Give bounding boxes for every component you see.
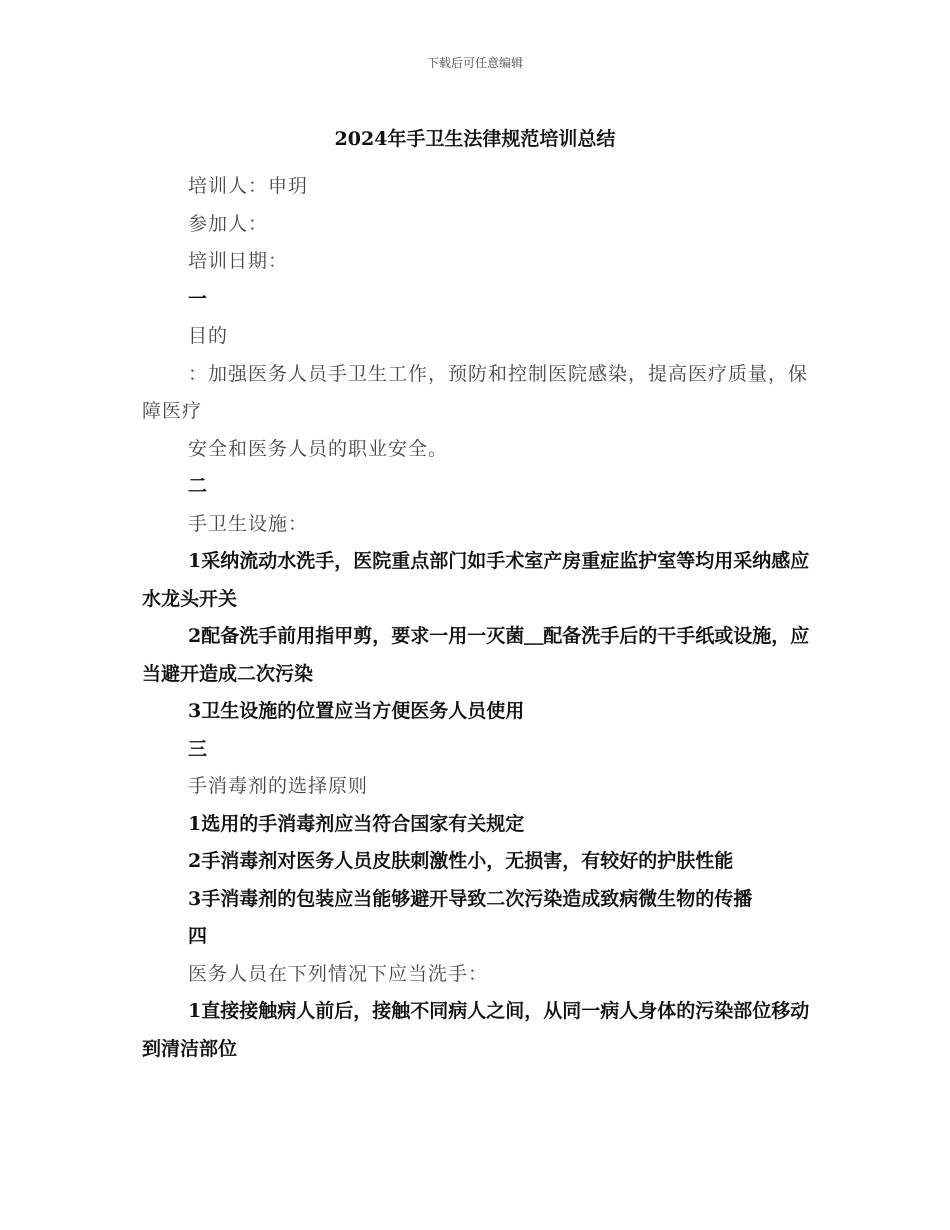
section-number-3: 三 (188, 737, 208, 760)
section-heading-purpose: 目的 (188, 325, 229, 347)
section-heading-handwashing: 医务人员在下列情况下应当洗手： (188, 962, 489, 985)
purpose-paragraph-continued: 安全和医务人员的职业安全。 (188, 437, 449, 460)
disinfectant-item-1: 1选用的手消毒剂应当符合国家有关规定 (188, 812, 525, 835)
document-body (142, 168, 812, 1068)
facilities-item-2: 2配备洗手前用指甲剪，要求一用一灭菌＿配备洗手后的干手纸或设施，应当避开造成二次污染 (142, 625, 810, 685)
document-title: 2024年手卫生法律规范培训总结 (334, 128, 616, 150)
section-number-4: 四 (188, 925, 208, 947)
facilities-item-1: 1采纳流动水洗手，医院重点部门如手术室产房重症监护室等均用采纳感应水龙头开关 (142, 550, 810, 610)
facilities-item-3: 3卫生设施的位置应当方便医务人员使用 (188, 700, 525, 722)
header-note: 下载后可任意编辑 (426, 56, 523, 70)
section-number-1: 一 (188, 287, 208, 310)
purpose-paragraph: ：加强医务人员手卫生工作，预防和控制医院感染，提高医疗质量，保障医疗 (142, 362, 809, 422)
disinfectant-item-3: 3手消毒剂的包装应当能够避开导致二次污染造成致病微生物的传播 (188, 887, 753, 910)
training-date-line: 培训日期： (188, 250, 289, 272)
section-number-2: 二 (188, 475, 208, 497)
section-heading-disinfectant: 手消毒剂的选择原则 (188, 775, 369, 797)
participants-line: 参加人： (188, 212, 269, 235)
trainer-line: 培训人：申玥 (188, 175, 309, 197)
section-heading-facilities: 手卫生设施： (188, 512, 309, 535)
disinfectant-item-2: 2手消毒剂对医务人员皮肤刺激性小，无损害，有较好的护肤性能 (188, 850, 734, 872)
handwashing-item-1: 1直接接触病人前后，接触不同病人之间，从同一病人身体的污染部位移动到清洁部位 (142, 1000, 810, 1060)
